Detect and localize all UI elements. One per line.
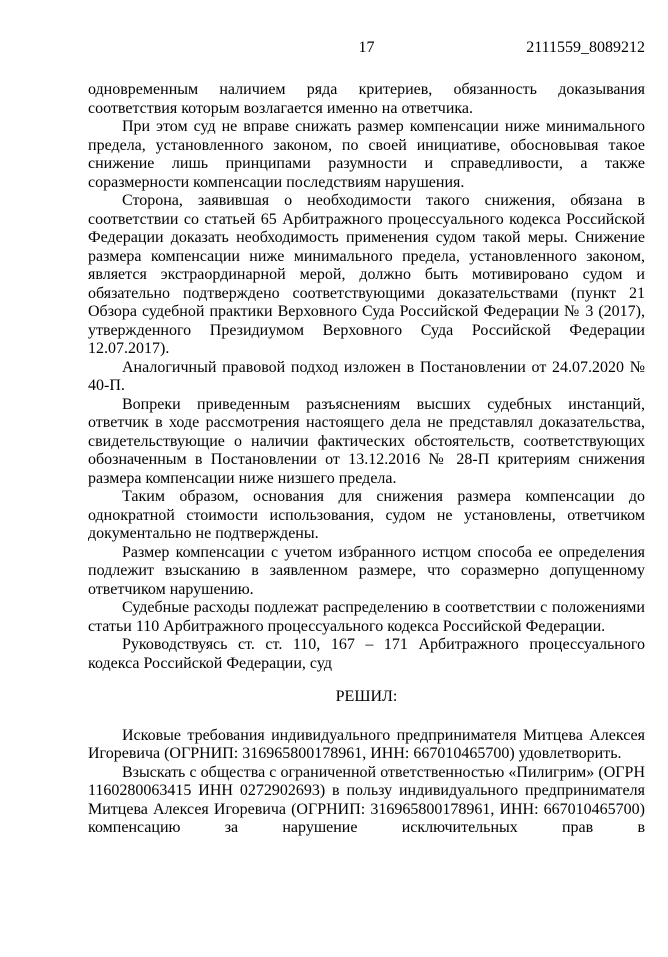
page-number: 17: [358, 39, 375, 56]
resolution-paragraph: Исковые требования индивидуального предпринимателя Митцева Алексея Игоревича (ОГРНИП: 316965800178961, ИНН: 667010465700) удовлетворить.: [88, 726, 645, 762]
body-paragraph: Судебные расходы подлежат распределению в соответствии с положениями статьи 110 Арбитражного процессуального кодекса Российской Федерации.: [88, 599, 645, 635]
resolution-heading: РЕШИЛ:: [335, 688, 398, 705]
body-paragraph: Аналогичный правовой подход изложен в Постановлении от 24.07.2020 № 40-П.: [88, 358, 645, 394]
body-paragraph: Руководствуясь ст. ст. 110, 167 – 171 Арбитражного процессуального кодекса Российской Федерации, суд: [88, 636, 645, 672]
body-paragraph: одновременным наличием ряда критериев, обязанность доказывания соответствия которым возлагается именно на ответчика.: [88, 81, 645, 117]
body-paragraph: При этом суд не вправе снижать размер компенсации ниже минимального предела, установленного законом, по своей инициативе, обосновывая такое снижение лишь принципами разумности и справедливости, а также соразмерности компенсации последствиям нарушения.: [88, 118, 645, 191]
body-paragraph: Размер компенсации с учетом избранного истцом способа ее определения подлежит взысканию в заявленном размере, что соразмерно допущенному ответчиком нарушению.: [88, 543, 645, 598]
body-paragraph: Сторона, заявившая о необходимости такого снижения, обязана в соответствии со статьей 65 Арбитражного процессуального кодекса Российской Федерации доказать необходимость применения судом такой меры. Снижение размера компенсации ниже минимального предела, установленного законом, является экстраординарной мерой, должно быть мотивировано судом и обязательно подтверждено соответствующими доказательствами (пункт 21 Обзора судебной практики Верховного Суда Российской Федерации № 3 (2017), утвержденного Президиумом Верховного Суда Российской Федерации 12.07.2017).: [88, 192, 645, 357]
page-header: [88, 39, 645, 58]
document-code: 2111559_8089212: [526, 39, 645, 56]
body-paragraph: Вопреки приведенным разъяснениям высших судебных инстанций, ответчик в ходе рассмотрения настоящего дела не представлял доказательства, свидетельствующие о наличии фактических обстоятельств, соответствующих обозначенным в Постановлении от 13.12.2016 № 28-П критериям снижения размера компенсации ниже низшего предела.: [88, 395, 645, 487]
body-paragraph: Таким образом, основания для снижения размера компенсации до однократной стоимости использования, судом не установлены, ответчиком документально не подтверждены.: [88, 488, 645, 542]
document-body: [88, 81, 645, 838]
resolution-paragraph: Взыскать с общества с ограниченной ответственностью «Пилигрим» (ОГРН 1160280063415 ИНН 0272902693) в пользу индивидуального предпринимателя Митцева Алексея Игоревича (ОГРНИП: 316965800178961, ИНН: 667010465700) компенсацию за нарушение исключительных прав в: [88, 763, 645, 836]
